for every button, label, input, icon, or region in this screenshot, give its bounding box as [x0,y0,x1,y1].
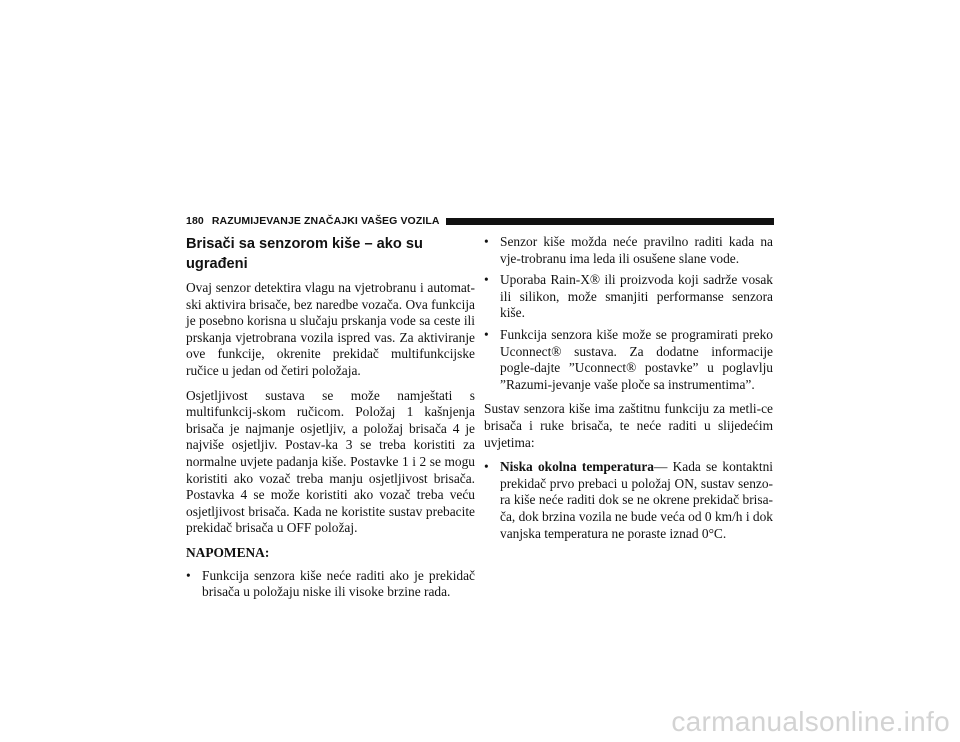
bullet-icon: • [484,234,489,249]
sensitivity-paragraph: Osjetljivost sustava se može namještati s multifunkcij-skom ručicom. Položaj 1 kašnjenja brisača je najmanje osjetljiv, a položaj brisača 4 je najviše osjetljiv. Postav-ka 3 se treba koristiti za normalne uvjete padanja kiše. Postavke 1 i 2 se mogu koristiti ako vozač treba manju osjetljivost brisača. Postavka 4 se može koristiti ako vozač treba veću osjetljivost brisača. Kada ne koristite sustav prebacite prekidač brisača u OFF položaj. [186,387,475,536]
note-item [186,568,475,601]
note-text: Uporaba Rain-X® ili proizvoda koji sadrže vosak ili silikon, može smanjiti performanse senzora kiše. [500,272,773,321]
bullet-icon: • [484,326,489,342]
intro-paragraph: Ovaj senzor detektira vlagu na vjetrobranu i automat-ski aktivira brisače, bez naredbe vozača. Ova funkcija je posebno korisna u slučaju prskanja vode sa ceste ili prskanja vjetrobrana vozila ispred vas. Za aktiviranje ove funkcije, okrenite prekidač multifunkcijske ručice u jedan od četiri položaja. [186,280,475,378]
note-list [186,568,475,601]
condition-item [484,459,773,542]
note-item [484,327,773,393]
note-label: NAPOMENA: [186,544,270,560]
condition-title: Niska okolna temperatura [500,459,654,475]
note-text: Funkcija senzora kiše neće raditi ako je prekidač brisača u položaju niske ili visoke brzine rada. [202,567,475,600]
note-list-continued [484,234,773,393]
note-text: Senzor kiše možda neće pravilno raditi kada na vje-trobranu ima leda ili osušene slane vode. [500,234,773,266]
note-item [484,234,773,267]
page-number: 180 [186,215,204,227]
section-title: RAZUMIJEVANJE ZNAČAJKI VAŠEG VOZILA [211,215,440,227]
section-heading: Brisači sa senzorom kiše – ako su ugrađeni [186,236,423,272]
note-item [484,272,773,322]
right-column [484,234,773,550]
bullet-icon: • [186,567,191,583]
watermark: carmanualsonline.info [671,706,950,737]
condition-list [484,459,773,542]
left-column [186,234,475,609]
bullet-icon: • [484,272,489,288]
page-header [186,213,774,229]
header-rule [446,218,774,225]
note-text: Funkcija senzora kiše može se programirati preko Uconnect® sustava. Za dodatne informacije pogle-dajte ”Uconnect® postavke” u poglavlju ”Razumi-jevanje vaše ploče sa instrumentima”. [500,326,773,392]
bullet-icon: • [484,459,489,475]
protection-paragraph: Sustav senzora kiše ima zaštitnu funkciju za metli-ce brisača i ruke brisača, te neće raditi u slijedećim uvjetima: [484,401,773,450]
condition-text: — Kada se kontaktni prekidač prvo prebaci u položaj ON, sustav senzo-ra kiše neće raditi dok se ne okrene prekidač brisa-ča, dok brzina vozila ne bude veća od 0 km/h i dok vanjska temperatura ne poraste iznad 0°C. [500,459,773,541]
